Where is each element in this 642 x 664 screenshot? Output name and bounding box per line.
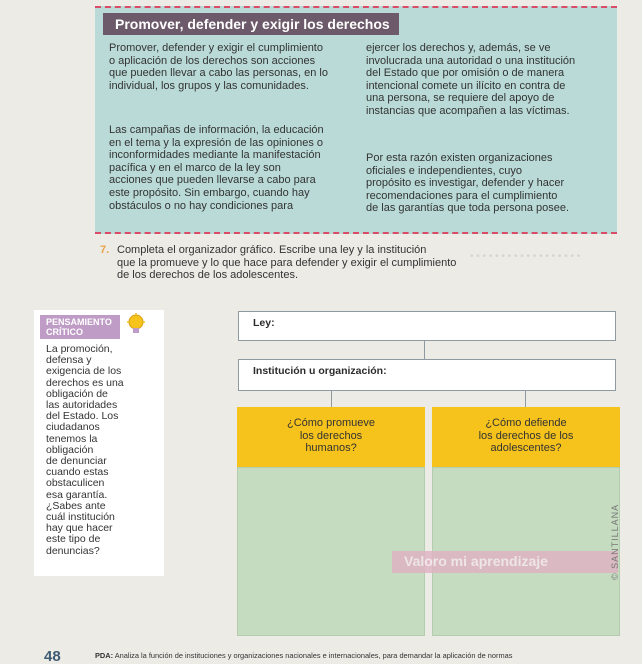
connector-line — [525, 391, 526, 407]
valoro-banner: Valoro mi aprendizaje — [392, 551, 618, 573]
lightbulb-icon — [124, 312, 148, 336]
activity-number: 7. — [100, 244, 110, 256]
section-title: Promover, defender y exigir los derechos — [103, 13, 399, 35]
ley-field[interactable] — [238, 311, 616, 341]
defiende-header: ¿Cómo defiende los derechos de los adolescentes? — [432, 407, 620, 467]
critical-thinking-text: La promoción, defensa y exigencia de los derechos es una obligación de las autoridades del Estado. Los ciudadanos tenemos la obligación de denunciar cuando estas obstaculicen esa garantía. ¿Sabes ante cuál institución hay que hacer este tipo de denuncias? — [46, 343, 124, 557]
institucion-label: Institución u organización: — [253, 365, 387, 377]
connector-line — [424, 341, 425, 359]
info-right-paragraph-1: ejercer los derechos y, además, se ve involucrada una autoridad o una institución del Estado que por omisión o de manera intencional comete un ilícito en contra de una persona, se requiere del apoyo de instancias que acompañen a las víctimas. — [366, 42, 576, 117]
promueve-header: ¿Cómo promueve los derechos humanos? — [237, 407, 425, 467]
ley-label: Ley: — [253, 317, 275, 329]
page-number: 48 — [44, 648, 61, 664]
pda-label: PDA: — [95, 651, 114, 660]
pda-text: Analiza la función de instituciones y organizaciones nacionales e internacionales, para demandar la aplicación de normas — [114, 651, 513, 660]
publisher-brand: © SANTILLANA — [610, 503, 620, 580]
info-right-paragraph-2: Por esta razón existen organizaciones oficiales e independientes, cuyo propósito es investigar, defender y hacer recomendaciones para el cumplimiento de las garantías que toda persona posee. — [366, 152, 570, 215]
info-left-paragraph-1: Promover, defender y exigir el cumplimiento o aplicación de los derechos son acciones que pueden llevar a cabo las personas, en lo individual, los grupos y las comunidades. — [109, 42, 328, 92]
info-left-paragraph-2: Las campañas de información, la educación en el tema y la expresión de las opiniones o inconformidades mediante la manifestación pacífica y en el marco de la ley son acciones que pueden llevarse a cabo para este propósito. Sin embargo, cuando hay obstáculos o no hay condiciones para — [109, 124, 324, 212]
pda-footer — [95, 651, 512, 660]
critical-thinking-heading — [40, 315, 120, 339]
bleed-through-text: • • • • • • • • • • • • • • • • • • — [470, 251, 581, 262]
connector-line — [331, 391, 332, 407]
institucion-field[interactable] — [238, 359, 616, 391]
critical-thinking-heading-text: PENSAMIENTO CRÍTICO — [46, 317, 112, 337]
activity-instructions: Completa el organizador gráfico. Escribe una ley y la institución que la promueve y lo que hace para defender y exigir el cumplimiento de los derechos de los adolescentes. — [117, 244, 457, 282]
